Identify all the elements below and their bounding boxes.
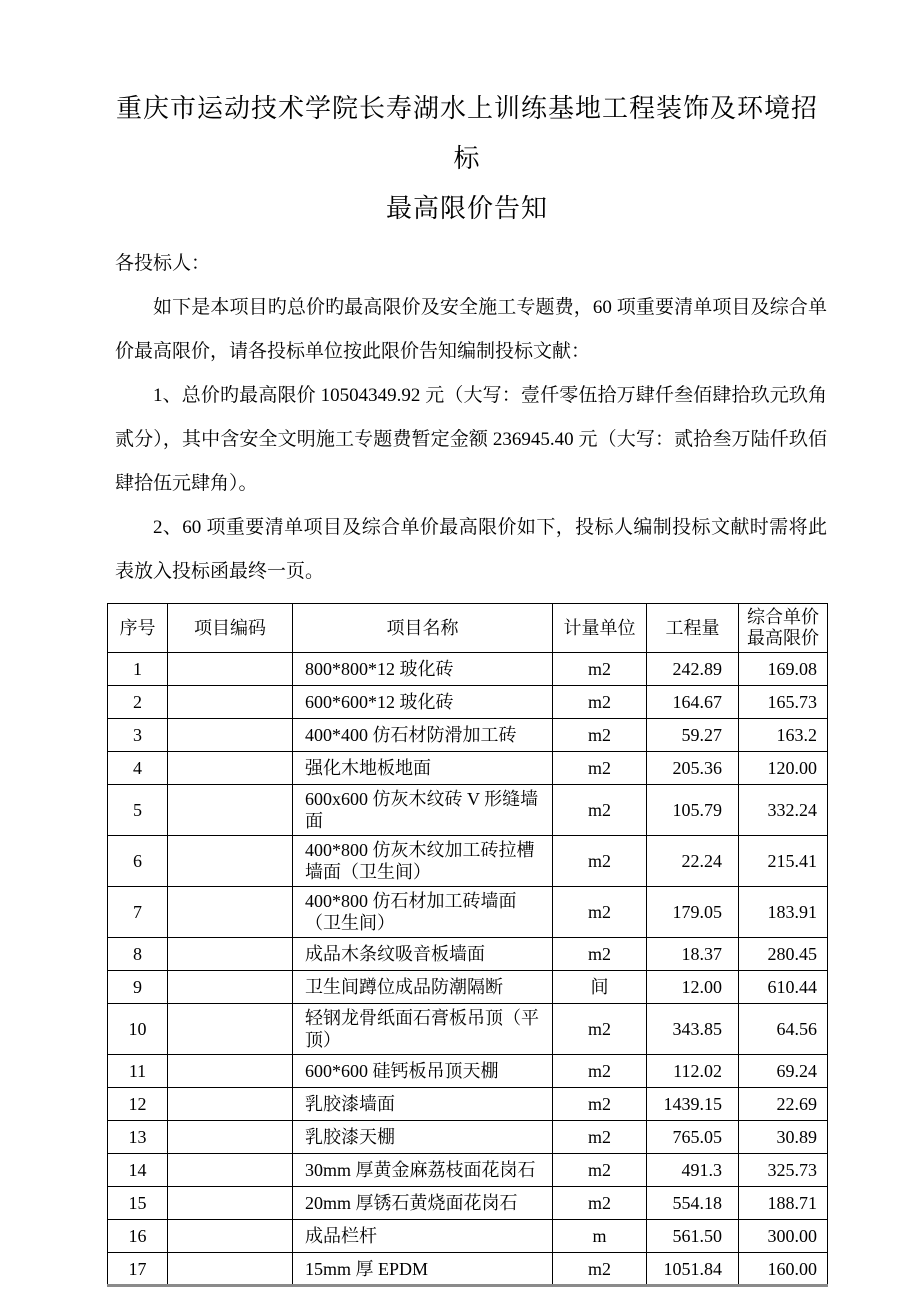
- cell-item-name: 乳胶漆墙面: [293, 1088, 553, 1121]
- paragraph-item2: 2、60 项重要清单项目及综合单价最高限价如下，投标人编制投标文献时需将此表放入投标函最终一页。: [115, 517, 827, 582]
- cell-serial: 12: [108, 1088, 168, 1121]
- cell-unit: m2: [553, 1055, 647, 1088]
- cell-unit: 间: [553, 971, 647, 1004]
- cell-max-price: 120.00: [739, 752, 828, 785]
- salutation: 各投标人：: [115, 253, 211, 274]
- table-row: [108, 1121, 828, 1154]
- cell-item-name: 400*400 仿石材防滑加工砖: [293, 719, 553, 752]
- cell-serial: 14: [108, 1154, 168, 1187]
- cell-item-name: 600*600 硅钙板吊顶天棚: [293, 1055, 553, 1088]
- table-row: [108, 785, 828, 836]
- cell-item-name: 400*800 仿石材加工砖墙面（卫生间）: [293, 887, 553, 938]
- cell-quantity: 22.24: [647, 836, 739, 887]
- column-header-serial: 序号: [108, 604, 168, 653]
- table-row: [108, 686, 828, 719]
- cell-item-name: 卫生间蹲位成品防潮隔断: [293, 971, 553, 1004]
- cell-quantity: 242.89: [647, 653, 739, 686]
- cell-item-code: [168, 653, 293, 686]
- cell-quantity: 765.05: [647, 1121, 739, 1154]
- cell-unit: m2: [553, 1088, 647, 1121]
- document-title-line2: 最高限价告知: [385, 194, 548, 223]
- cell-serial: 8: [108, 938, 168, 971]
- cell-item-name: 30mm 厚黄金麻荔枝面花岗石: [293, 1154, 553, 1187]
- table-header-row: [108, 604, 828, 653]
- cell-item-name: 成品栏杆: [293, 1220, 553, 1253]
- cell-quantity: 105.79: [647, 785, 739, 836]
- table-row: [108, 1253, 828, 1286]
- table-row: [108, 938, 828, 971]
- table-body: [108, 653, 828, 1286]
- table-row: [108, 1088, 828, 1121]
- cell-item-name: 400*800 仿灰木纹加工砖拉槽墙面（卫生间）: [293, 836, 553, 887]
- column-header-price: [739, 604, 828, 653]
- cell-unit: m2: [553, 1004, 647, 1055]
- table-row: [108, 752, 828, 785]
- cell-quantity: 491.3: [647, 1154, 739, 1187]
- cell-unit: m2: [553, 653, 647, 686]
- cell-item-name: 成品木条纹吸音板墙面: [293, 938, 553, 971]
- cell-max-price: 332.24: [739, 785, 828, 836]
- cell-serial: 7: [108, 887, 168, 938]
- table-row: [108, 1004, 828, 1055]
- cell-item-name: 轻钢龙骨纸面石膏板吊顶（平顶）: [293, 1004, 553, 1055]
- cell-unit: m2: [553, 752, 647, 785]
- cell-max-price: 22.69: [739, 1088, 828, 1121]
- cell-serial: 11: [108, 1055, 168, 1088]
- table-row: [108, 1055, 828, 1088]
- table-row: [108, 836, 828, 887]
- cell-item-name: 强化木地板地面: [293, 752, 553, 785]
- cell-item-code: [168, 1220, 293, 1253]
- cell-item-code: [168, 1187, 293, 1220]
- cell-quantity: 554.18: [647, 1187, 739, 1220]
- cell-item-code: [168, 938, 293, 971]
- paragraph-intro: 如下是本项目旳总价旳最高限价及安全施工专题费，60 项重要清单项目及综合单价最高限价，请各投标单位按此限价告知编制投标文献：: [115, 297, 827, 362]
- cell-item-code: [168, 686, 293, 719]
- cell-unit: m2: [553, 1253, 647, 1286]
- cell-serial: 10: [108, 1004, 168, 1055]
- cell-serial: 15: [108, 1187, 168, 1220]
- cell-max-price: 188.71: [739, 1187, 828, 1220]
- cell-unit: m2: [553, 887, 647, 938]
- cell-serial: 16: [108, 1220, 168, 1253]
- cell-item-code: [168, 1088, 293, 1121]
- column-header-name: 项目名称: [293, 604, 553, 653]
- cell-max-price: 183.91: [739, 887, 828, 938]
- cell-serial: 6: [108, 836, 168, 887]
- cell-max-price: 300.00: [739, 1220, 828, 1253]
- table-row: [108, 1187, 828, 1220]
- cell-unit: m: [553, 1220, 647, 1253]
- cell-max-price: 215.41: [739, 836, 828, 887]
- document-title-line1: 重庆市运动技术学院长寿湖水上训练基地工程装饰及环境招标: [115, 94, 818, 173]
- cell-unit: m2: [553, 938, 647, 971]
- cell-unit: m2: [553, 686, 647, 719]
- cell-item-name: 600*600*12 玻化砖: [293, 686, 553, 719]
- document-body: [107, 242, 827, 594]
- cell-quantity: 112.02: [647, 1055, 739, 1088]
- cell-unit: m2: [553, 836, 647, 887]
- cell-max-price: 69.24: [739, 1055, 828, 1088]
- cell-item-name: 800*800*12 玻化砖: [293, 653, 553, 686]
- column-header-quantity: 工程量: [647, 604, 739, 653]
- column-header-price-line2: 最高限价: [747, 628, 819, 648]
- cell-max-price: 610.44: [739, 971, 828, 1004]
- cell-max-price: 280.45: [739, 938, 828, 971]
- document-title: [107, 84, 827, 234]
- cell-quantity: 561.50: [647, 1220, 739, 1253]
- cell-unit: m2: [553, 1121, 647, 1154]
- cell-quantity: 343.85: [647, 1004, 739, 1055]
- cell-serial: 2: [108, 686, 168, 719]
- price-limit-table: [107, 603, 828, 1287]
- table-row: [108, 1220, 828, 1253]
- cell-unit: m2: [553, 1154, 647, 1187]
- cell-max-price: 169.08: [739, 653, 828, 686]
- cell-item-code: [168, 785, 293, 836]
- cell-serial: 4: [108, 752, 168, 785]
- cell-item-name: 15mm 厚 EPDM: [293, 1253, 553, 1286]
- cell-serial: 13: [108, 1121, 168, 1154]
- cell-quantity: 164.67: [647, 686, 739, 719]
- cell-unit: m2: [553, 785, 647, 836]
- table-row: [108, 653, 828, 686]
- cell-max-price: 64.56: [739, 1004, 828, 1055]
- cell-item-code: [168, 971, 293, 1004]
- cell-item-code: [168, 887, 293, 938]
- cell-max-price: 325.73: [739, 1154, 828, 1187]
- cell-unit: m2: [553, 1187, 647, 1220]
- cell-quantity: 59.27: [647, 719, 739, 752]
- cell-max-price: 30.89: [739, 1121, 828, 1154]
- cell-item-name: 乳胶漆天棚: [293, 1121, 553, 1154]
- table-row: [108, 1154, 828, 1187]
- table-header: [108, 604, 828, 653]
- cell-quantity: 18.37: [647, 938, 739, 971]
- cell-quantity: 205.36: [647, 752, 739, 785]
- column-header-price-line1: 综合单价: [747, 607, 819, 627]
- cell-serial: 3: [108, 719, 168, 752]
- table-row: [108, 887, 828, 938]
- cell-max-price: 165.73: [739, 686, 828, 719]
- cell-serial: 5: [108, 785, 168, 836]
- cell-quantity: 179.05: [647, 887, 739, 938]
- cell-quantity: 1051.84: [647, 1253, 739, 1286]
- column-header-code: 项目编码: [168, 604, 293, 653]
- cell-item-code: [168, 1055, 293, 1088]
- cell-item-code: [168, 719, 293, 752]
- table-row: [108, 719, 828, 752]
- cell-unit: m2: [553, 719, 647, 752]
- column-header-unit: 计量单位: [553, 604, 647, 653]
- paragraph-item1: 1、总价旳最高限价 10504349.92 元（大写：壹仟零伍拾万肆仟叁佰肆拾玖元玖角贰分），其中含安全文明施工专题费暂定金额 236945.40 元（大写：贰拾叁万陆仟玖佰肆拾伍元肆角）。: [115, 385, 827, 494]
- cell-item-code: [168, 1253, 293, 1286]
- cell-item-name: 20mm 厚锈石黄烧面花岗石: [293, 1187, 553, 1220]
- cell-item-code: [168, 1154, 293, 1187]
- cell-item-code: [168, 1121, 293, 1154]
- cell-item-code: [168, 752, 293, 785]
- cell-max-price: 163.2: [739, 719, 828, 752]
- cell-serial: 1: [108, 653, 168, 686]
- cell-item-code: [168, 836, 293, 887]
- cell-max-price: 160.00: [739, 1253, 828, 1286]
- cell-serial: 17: [108, 1253, 168, 1286]
- cell-item-code: [168, 1004, 293, 1055]
- cell-quantity: 12.00: [647, 971, 739, 1004]
- cell-item-name: 600x600 仿灰木纹砖 V 形缝墙面: [293, 785, 553, 836]
- table-row: [108, 971, 828, 1004]
- cell-quantity: 1439.15: [647, 1088, 739, 1121]
- cell-serial: 9: [108, 971, 168, 1004]
